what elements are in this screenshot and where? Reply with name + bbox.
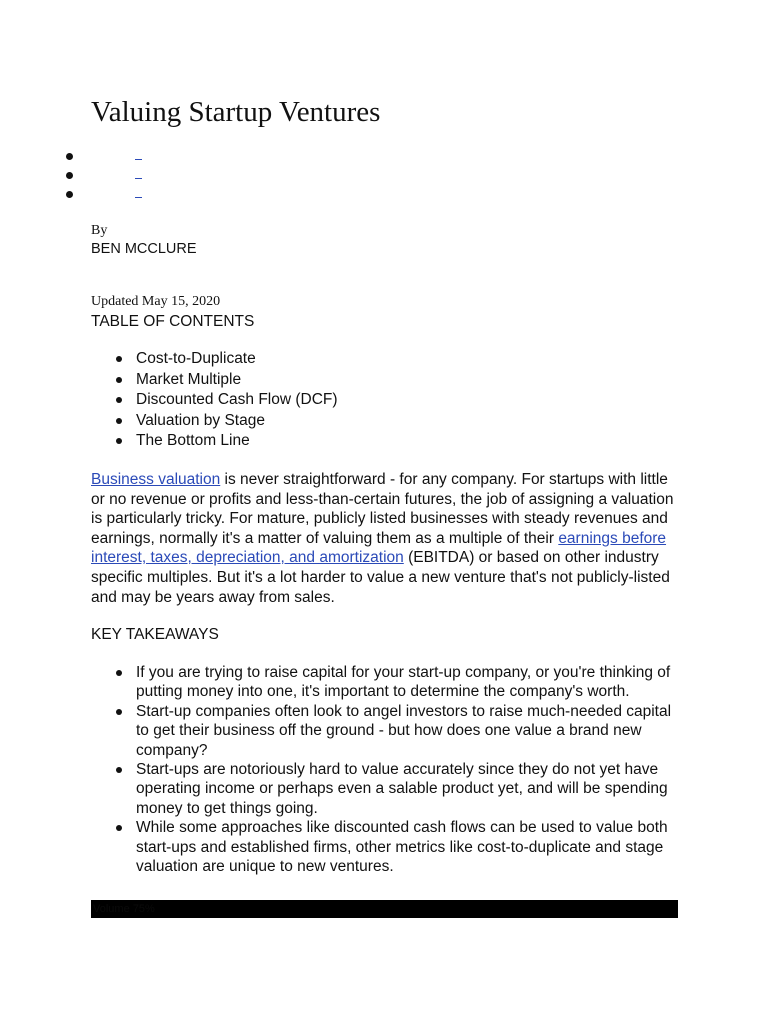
list-bullet-icon [116, 377, 122, 383]
toc-item-label: Valuation by Stage [136, 411, 265, 429]
byline-label: By [91, 223, 108, 238]
key-takeaways-list [91, 663, 681, 876]
takeaway-text: If you are trying to raise capital for your start-up company, or you're thinking of putting money into one, it's important to determine the company's worth. [136, 664, 671, 701]
intro-text-2: (EBITDA) or based on other industry specific multiples. But it's a lot harder to value a new venture that's not publicly-listed and may be years away from sales. [91, 549, 670, 606]
list-bullet-icon [116, 767, 122, 773]
list-bullet-icon [116, 418, 122, 424]
page-title: Valuing Startup Ventures [91, 96, 381, 128]
toc-heading: TABLE OF CONTENTS [91, 313, 255, 330]
takeaway-item [91, 818, 681, 876]
share-link[interactable] [135, 197, 142, 198]
volume-label: Volume 75% [93, 903, 155, 915]
takeaway-text: Start-up companies often look to angel investors to raise much-needed capital to get their business off the ground - but how does one value a brand new company? [136, 702, 672, 759]
list-bullet-icon [116, 397, 122, 403]
takeaway-text: Start-ups are notoriously hard to value accurately since they do not yet have operating income or perhaps even a salable product yet, and will be spending money to get things going. [136, 761, 668, 817]
toc-item-label: Cost-to-Duplicate [136, 350, 256, 367]
toc-item[interactable] [91, 411, 338, 432]
takeaway-item [91, 663, 681, 702]
media-control-bar[interactable] [91, 900, 678, 918]
updated-date: Updated May 15, 2020 [91, 294, 221, 309]
toc-item-label: The Bottom Line [136, 432, 250, 450]
share-link[interactable] [135, 178, 142, 179]
intro-paragraph [91, 470, 681, 607]
list-bullet-icon [116, 709, 122, 715]
ebitda-link[interactable]: earnings before interest, taxes, depreciation, and amortization [91, 529, 667, 567]
list-bullet-icon [116, 356, 122, 362]
share-link[interactable] [135, 159, 142, 160]
list-bullet-icon [66, 172, 73, 179]
intro-text-1: is never straightforward - for any company. For startups with little or no revenue or profits and less-than-certain futures, the job of assigning a valuation is particularly tricky. For mature, publicly listed businesses with steady revenues and earnings, normally it's a matter of valuing them as a multiple of their [91, 471, 674, 547]
list-bullet-icon [66, 153, 73, 160]
list-bullet-icon [116, 438, 122, 444]
list-bullet-icon [116, 670, 122, 676]
toc-item-label: Discounted Cash Flow (DCF) [136, 391, 338, 409]
toc-item[interactable] [91, 349, 338, 370]
takeaway-item [91, 702, 681, 760]
takeaway-text: While some approaches like discounted cash flows can be used to value both start-ups and established firms, other metrics like cost-to-duplicate and stage valuation are unique to new ventures. [136, 819, 668, 876]
toc-item[interactable] [91, 390, 338, 411]
toc-item[interactable] [91, 431, 338, 452]
author-name[interactable]: BEN MCCLURE [91, 241, 197, 257]
toc-item[interactable] [91, 370, 338, 391]
list-bullet-icon [116, 825, 122, 831]
toc-item-label: Market Multiple [136, 370, 242, 388]
list-bullet-icon [66, 191, 73, 198]
takeaway-item [91, 760, 681, 818]
business-valuation-link[interactable]: Business valuation [91, 471, 221, 488]
toc-list [91, 349, 338, 452]
key-takeaways-heading: KEY TAKEAWAYS [91, 626, 219, 643]
